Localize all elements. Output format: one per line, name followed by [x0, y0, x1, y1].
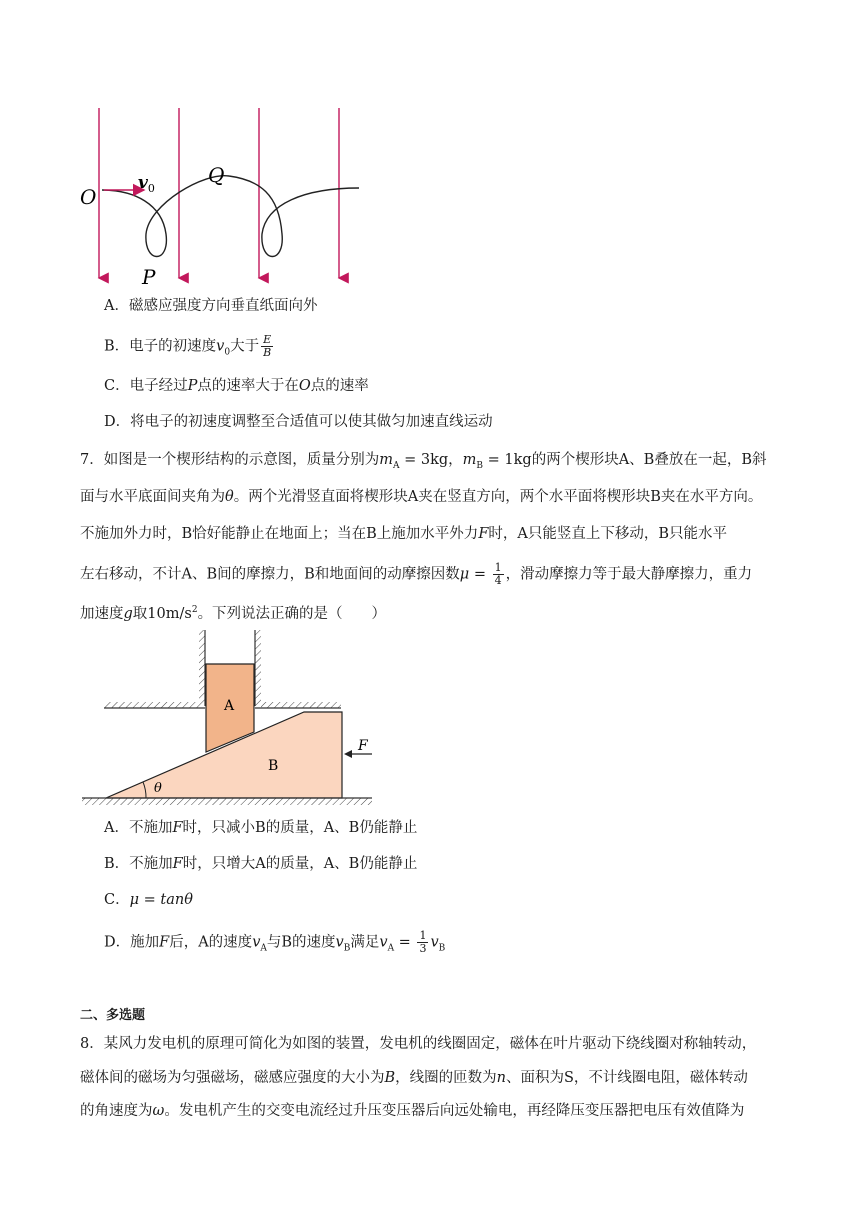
label-Q: Q: [208, 163, 225, 187]
q6-option-c: C．电子经过P点的速率大于在O点的速率: [104, 378, 369, 394]
label-v0: $v_0$: [138, 173, 155, 195]
q8-line-3: 的角速度为ω。发电机产生的交变电流经过升压变压器后向远处输电，再经降压变压器把电压有效值降为: [80, 1103, 745, 1119]
q6-option-d: D．将电子的初速度调整至合适值可以使其做匀加速直线运动: [104, 414, 493, 430]
left-vertical-wall: [199, 630, 205, 706]
block-a-label: A: [224, 698, 235, 714]
q7-option-c: C．μ = tanθ: [104, 892, 193, 908]
block-b-label: B: [268, 758, 279, 774]
q7-line-3: 不施加外力时，B恰好能静止在地面上；当在B上施加水平外力F时，A只能竖直上下移动，B只能水平: [80, 526, 728, 542]
q7-line-1: 7．如图是一个楔形结构的示意图，质量分别为$m_A = 3kg$，$m_B = 1kg$的两个楔形块A、B叠放在一起，B斜: [80, 452, 767, 471]
label-O: O: [80, 185, 97, 209]
q7-line-4: 左右移动，不计A、B间的摩擦力，B和地面间的动摩擦因数μ = $\frac{1}{4}$ ，滑动摩擦力等于最大静摩擦力，重力: [80, 561, 753, 587]
upper-horizontal-surface: [104, 702, 199, 708]
q7-line-5: 加速度g取$10m/s^2$。下列说法正确的是（ ）: [80, 605, 387, 622]
label-P: P: [142, 265, 156, 289]
section-title: 二、多选题: [80, 1008, 146, 1023]
right-vertical-wall: [255, 630, 261, 706]
wedge-figure: [78, 628, 378, 808]
q6-option-a: A．磁感应强度方向垂直纸面向外: [104, 298, 318, 314]
q7-option-a: A．不施加F时，只减小B的质量，A、B仍能静止: [104, 820, 418, 836]
q7-option-d: D．施加F后，A的速度$v_A$与B的速度$v_B$满足$v_A$ = $\frac{1}{3}$ $v_B$: [104, 929, 446, 955]
q8-line-2: 磁体间的磁场为匀强磁场，磁感应强度的大小为B，线圈的匝数为n、面积为S，不计线圈电阻，磁体转动: [80, 1070, 748, 1086]
theta-label: θ: [154, 781, 162, 796]
q8-line-1: 8．某风力发电机的原理可简化为如图的装置，发电机的线圈固定，磁体在叶片驱动下绕线圈对称轴转动，: [80, 1036, 757, 1052]
force-label: F: [358, 738, 368, 754]
q7-line-2: 面与水平底面间夹角为θ。两个光滑竖直面将楔形块A夹在竖直方向，两个水平面将楔形块B夹在水平方向。: [80, 489, 763, 505]
q6-option-b: B．电子的初速度$v_0$大于 $\frac{E}{B}$: [104, 333, 272, 359]
q7-option-b: B．不施加F时，只增大A的质量，A、B仍能静止: [104, 856, 418, 872]
electron-trajectory-figure: [74, 104, 374, 294]
ground: [82, 798, 372, 805]
